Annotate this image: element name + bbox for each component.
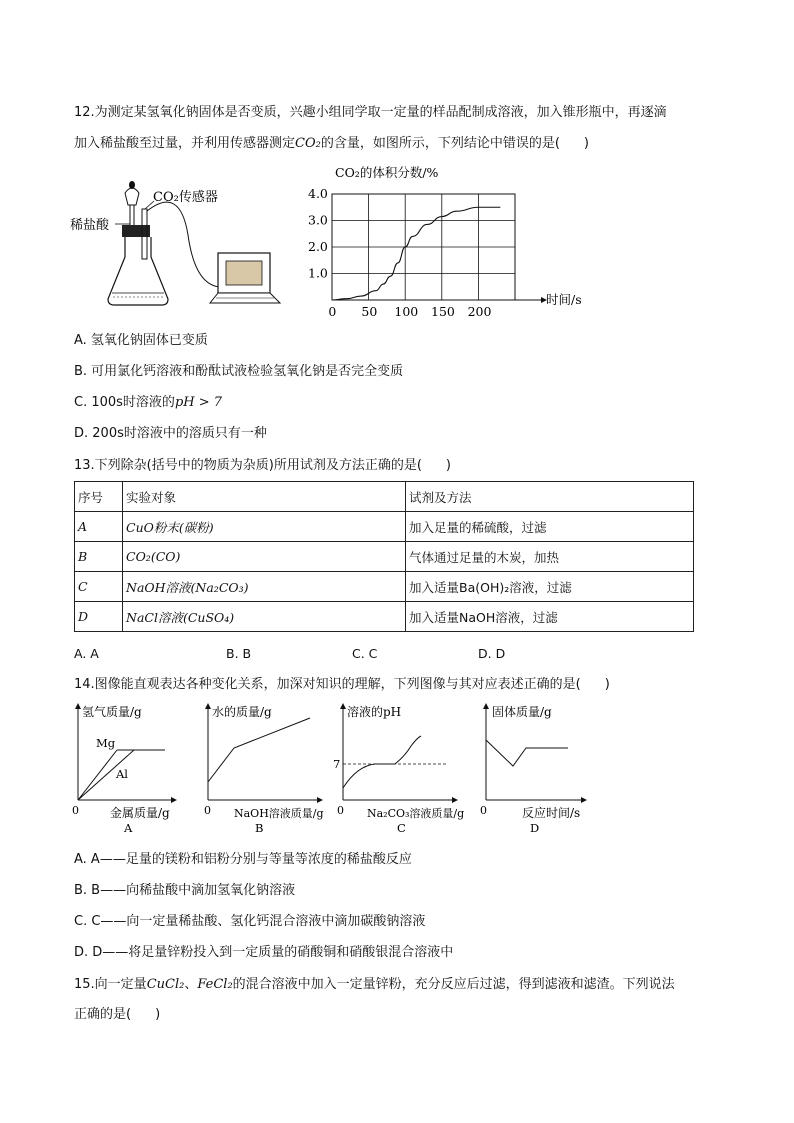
graph-a-ylabel: 氢气质量/g <box>82 705 142 719</box>
graph-c-tick-7: 7 <box>333 757 341 771</box>
q15-formula-fecl2: FeCl₂ <box>197 977 233 992</box>
q15-text-line2: 正确的是( <box>74 1007 132 1022</box>
graph-a-origin: 0 <box>72 804 79 817</box>
row-method: 加入适量Ba(OH)₂溶液，过滤 <box>406 572 694 602</box>
q12-option-b: B. 可用氯化钙溶液和酚酞试液检验氢氧化钠是否完全变质 <box>74 364 404 379</box>
graph-b-ylabel: 水的质量/g <box>212 705 272 719</box>
q12-stem-paren: ) <box>583 136 589 151</box>
chart-x-tick-label: 100 <box>394 304 419 319</box>
q12-option-d: D. 200s时溶液中的溶质只有一种 <box>74 426 267 441</box>
q13-option-c: C. C <box>352 646 378 661</box>
graph-d-ylabel: 固体质量/g <box>492 705 552 719</box>
q12-formula-co2: CO₂ <box>295 136 321 151</box>
chart-x-tick-label: 50 <box>361 304 378 319</box>
table-row <box>75 512 694 542</box>
chart-y-tick-label: 4.0 <box>308 186 328 201</box>
q15-formula-cucl2: CuCl₂ <box>146 977 185 992</box>
header-object: 实验对象 <box>123 482 406 512</box>
table-row <box>75 602 694 632</box>
graph-a-letter: A <box>124 821 133 835</box>
row-index: A <box>75 512 123 542</box>
q14-option-a: A. A——足量的镁粉和铝粉分别与等量等浓度的稀盐酸反应 <box>74 852 412 867</box>
table-header-row <box>75 482 694 512</box>
q14-graph-d <box>478 702 608 837</box>
row-index: B <box>75 542 123 572</box>
graph-d-letter: D <box>530 821 540 835</box>
chart-title: CO₂的体积分数/% <box>335 165 439 180</box>
row-object: NaOH溶液(Na₂CO₃) <box>123 572 406 602</box>
label-co2-sensor: CO₂传感器 <box>153 190 218 205</box>
chart-x-label: 时间/s <box>546 292 582 307</box>
q15-stem-line2 <box>74 1006 160 1024</box>
q14-stem <box>74 676 610 694</box>
co2-curve <box>332 207 500 300</box>
graph-b-origin: 0 <box>204 804 211 817</box>
graph-d-xlabel: 反应时间/s <box>522 806 581 820</box>
q13-stem <box>74 457 451 475</box>
row-index: C <box>75 572 123 602</box>
q14-graph-a <box>70 702 200 837</box>
chart-y-tick-label: 3.0 <box>308 212 328 228</box>
label-dilute-hcl: 稀盐酸 <box>70 218 110 233</box>
q12-option-a: A. 氢氧化钠固体已变质 <box>74 333 208 348</box>
q14-graph-b <box>200 702 335 837</box>
graph-a-label-mg: Mg <box>96 736 116 750</box>
q12-stem-line1: 12.为测定某氢氧化钠固体是否变质，兴趣小组同学取一定量的样品配制成溶液，加入锥形瓶中，再逐滴 <box>74 105 667 120</box>
graph-c-xlabel: Na₂CO₃溶液质量/g <box>367 807 465 820</box>
q15-text-a: 15.向一定量 <box>74 977 147 992</box>
q12-co2-chart <box>300 160 600 325</box>
q14-stem-paren: ) <box>604 677 610 692</box>
row-index: D <box>75 602 123 632</box>
graph-c-ylabel: 溶液的pH <box>347 705 402 719</box>
header-index: 序号 <box>75 482 123 512</box>
table-row <box>75 572 694 602</box>
q12-option-c-text: C. 100s时溶液的 <box>74 395 175 410</box>
q13-option-a: A. A <box>74 646 99 661</box>
q14-option-b: B. B——向稀盐酸中滴加氢氧化钠溶液 <box>74 883 296 898</box>
header-method: 试剂及方法 <box>406 482 694 512</box>
chart-x-tick-label: 0 <box>328 304 337 319</box>
q13-table <box>74 481 694 632</box>
q13-option-b: B. B <box>226 646 252 661</box>
chart-y-tick-label: 1.0 <box>308 265 328 281</box>
row-object: CO₂(CO) <box>123 542 406 572</box>
q14-option-c: C. C——向一定量稀盐酸、氢化钙混合溶液中滴加碳酸钠溶液 <box>74 914 426 929</box>
q13-option-d: D. D <box>478 646 506 661</box>
row-method: 加入适量NaOH溶液，过滤 <box>406 602 694 632</box>
q15-text-c: 的混合溶液中加入一定量锌粉，充分反应后过滤，得到滤液和滤渣。下列说法 <box>232 977 675 992</box>
chart-x-tick-label: 150 <box>431 304 455 319</box>
row-object: CuO粉末(碳粉) <box>123 512 406 542</box>
row-method: 加入足量的稀硫酸，过滤 <box>406 512 694 542</box>
graph-d-origin: 0 <box>480 804 487 817</box>
q12-option-c-math: pH > 7 <box>174 395 223 410</box>
graph-b-xlabel: NaOH溶液质量/g <box>234 807 324 820</box>
table-row <box>75 542 694 572</box>
chart-grid <box>332 194 544 300</box>
graph-c-letter: C <box>397 821 406 835</box>
graph-a-xlabel: 金属质量/g <box>110 806 170 820</box>
q12-stem-text-2: 的含量，如图所示，下列结论中错误的是( <box>320 136 560 151</box>
q12-stem-text: 加入稀盐酸至过量，并利用传感器测定 <box>74 136 296 151</box>
q12-option-c <box>74 394 222 412</box>
q14-option-d: D. D——将足量锌粉投入到一定质量的硝酸铜和硝酸银混合溶液中 <box>74 945 454 960</box>
q13-stem-paren: ) <box>445 458 451 473</box>
graph-a-label-al: Al <box>116 767 128 781</box>
q15-stem-paren: ) <box>155 1007 161 1022</box>
q12-apparatus-figure <box>70 175 285 315</box>
q14-graph-c <box>335 702 475 837</box>
q14-stem-text: 14.图像能直观表达各种变化关系，加深对知识的理解，下列图像与其对应表述正确的是( <box>74 677 581 692</box>
row-method: 气体通过足量的木炭，加热 <box>406 542 694 572</box>
q12-stem-line2 <box>74 135 589 153</box>
q13-stem-text: 13.下列除杂(括号中的物质为杂质)所用试剂及方法正确的是( <box>74 458 422 473</box>
graph-c-origin: 0 <box>337 804 344 817</box>
chart-y-tick-label: 2.0 <box>308 239 328 254</box>
chart-x-tick-label: 200 <box>467 304 492 319</box>
q15-stem-line1 <box>74 976 675 994</box>
chart-x-ticks <box>328 304 491 319</box>
chart-y-ticks <box>308 186 328 281</box>
row-object: NaCl溶液(CuSO₄) <box>123 602 406 632</box>
q15-text-b: 、 <box>184 977 198 992</box>
graph-b-letter: B <box>255 821 264 835</box>
